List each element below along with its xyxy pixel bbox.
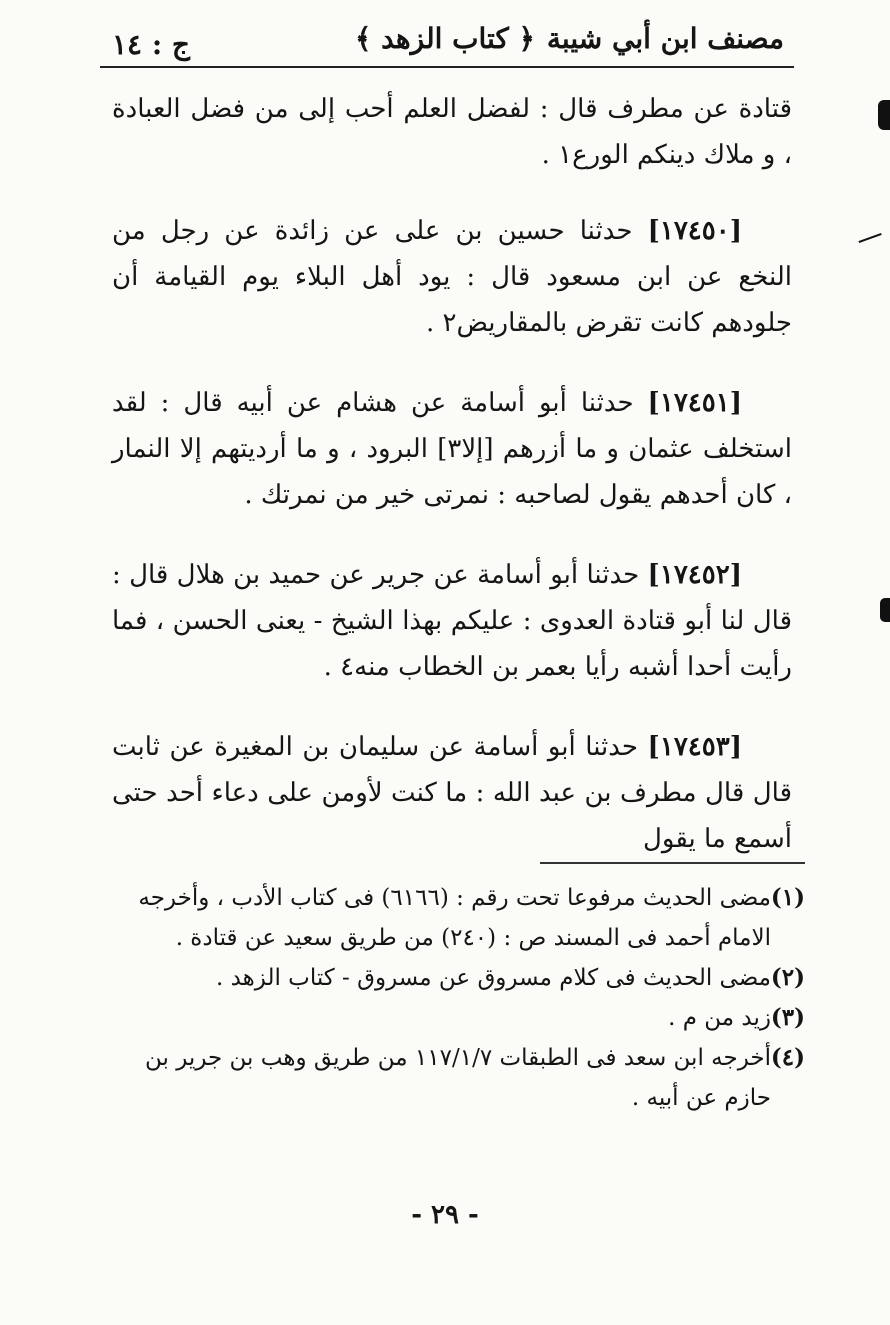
margin-mark (880, 598, 890, 622)
footnote-number: (٣) (770, 1004, 805, 1031)
footnote-number: (١) (770, 884, 805, 911)
volume-number: ج : ١٤ (112, 28, 190, 61)
footnote-text: مضى الحديث مرفوعا تحت رقم : (٦١٦٦) فى كتاب الأدب ، وأخرجه الامام أحمد فى المسند ص : (٢٤٠) من طريق سعيد عن قتادة . (138, 885, 771, 951)
footnote-text: زيد من م . (668, 1005, 771, 1031)
footnotes (135, 878, 805, 1118)
paragraph-text: حدثنا أبو أسامة عن جرير عن حميد بن هلال قال : قال لنا أبو قتادة العدوى : عليكم بهذا الشيخ - يعنى الحسن ، فما رأيت أحدا أشبه رأيا بعمر بن الخطاب منه٤ . (112, 560, 792, 682)
header-divider (100, 66, 794, 68)
main-text (112, 86, 792, 896)
paragraph-text: حدثنا أبو أسامة عن سليمان بن المغيرة عن ثابت قال قال مطرف بن عبد الله : ما كنت لأومن على دعاء أحد حتى أسمع ما يقول (112, 732, 792, 854)
footnote (135, 998, 805, 1038)
paragraph-text: قتادة عن مطرف قال : لفضل العلم أحب إلى من فضل العبادة ، و ملاك دينكم الورع١ . (112, 94, 792, 170)
footnote (135, 878, 805, 958)
book-title: مصنف ابن أبي شيبة (546, 22, 784, 55)
hadith-number: [١٧٤٥٢] (647, 560, 742, 590)
paragraph-text: حدثنا أبو أسامة عن هشام عن أبيه قال : لقد استخلف عثمان و ما أزرهم [إلا٣] البرود ، و ما أرديتهم إلا النمار ، كان أحدهم يقول لصاحبه : نمرتى خير من نمرتك . (112, 388, 793, 510)
footnote-text: مضى الحديث فى كلام مسروق عن مسروق - كتاب الزهد . (215, 965, 771, 991)
margin-mark (858, 233, 881, 243)
hadith-paragraph (112, 208, 792, 346)
margin-mark (878, 100, 890, 130)
footnote (135, 1038, 805, 1118)
hadith-number: [١٧٤٥٠] (647, 216, 743, 246)
section-title: ﴿ كتاب الزهد ﴾ (355, 22, 535, 55)
paragraph-text: حدثنا حسين بن على عن زائدة عن رجل من النخع عن ابن مسعود قال : يود أهل البلاء يوم القيامة أن جلودهم كانت تقرض بالمقاريض٢ . (112, 216, 792, 338)
hadith-paragraph (112, 724, 792, 862)
running-header (100, 14, 790, 66)
footnote-number: (٢) (770, 964, 805, 991)
footnote-divider (540, 862, 805, 864)
footnote-number: (٤) (770, 1044, 805, 1071)
hadith-paragraph (112, 380, 792, 518)
footnote (135, 958, 805, 998)
hadith-number: [١٧٤٥١] (647, 388, 742, 418)
page-number: - ٢٩ - (411, 1200, 479, 1230)
hadith-paragraph (112, 552, 792, 690)
paragraph-continued (112, 86, 792, 178)
hadith-number: [١٧٤٥٣] (647, 732, 742, 762)
footnote-text: أخرجه ابن سعد فى الطبقات ١١٧/١/٧ من طريق وهب بن جرير بن حازم عن أبيه . (145, 1045, 771, 1111)
